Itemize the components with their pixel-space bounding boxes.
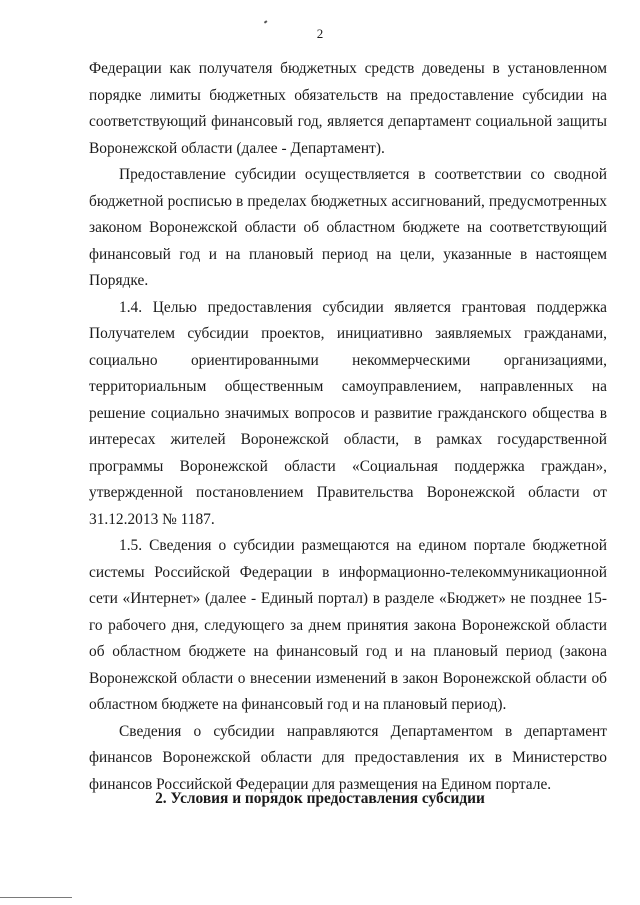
- paragraph-finance-department: Сведения о субсидии направляются Департаментом в департамент финансов Воронежской области для предоставления их в Министерство финансов Российской Федерации для размещения на Едином портале.: [89, 722, 607, 793]
- paragraph-1-4-purpose: 1.4. Целью предоставления субсидии является грантовая поддержка Получателем субсидии проектов, инициативно заявляемых гражданами, социально ориентированными некоммерческими организациями, территориальным общественным самоуправлением, направленных на решение социально значимых вопросов и развитие гражданского общества в интересах жителей Воронежской области, в рамках государственной программы Воронежской области «Социальная поддержка граждан», утвержденной постановлением Правительства Воронежской области от 31.12.2013 № 1187.: [89, 298, 607, 528]
- paragraph-budget-allocation: Предоставление субсидии осуществляется в соответствии со сводной бюджетной росписью в пределах бюджетных ассигнований, предусмотренных законом Воронежской области об областном бюджете на соответствующий финансовый год и на плановый период на цели, указанные в настоящем Порядке.: [89, 166, 607, 289]
- document-body: [89, 56, 607, 798]
- paragraph-1-5-publication: 1.5. Сведения о субсидии размещаются на едином портале бюджетной системы Российской Федерации в информационно-телекоммуникационной сети «Интернет» (далее - Единый портал) в разделе «Бюджет» не позднее 15-го рабочего дня, следующего за днем принятия закона Воронежской области об областном бюджете на финансовый год и на плановый период (закона Воронежской области о внесении изменений в закон Воронежской области об областном бюджете на финансовый год и на плановый период).: [89, 537, 607, 713]
- page-number: 2: [316, 26, 324, 41]
- scan-mark: [264, 20, 267, 23]
- footer-rule: [0, 897, 72, 898]
- paragraph-continuation: Федерации как получателя бюджетных средств доведены в установленном порядке лимиты бюджетных обязательств на предоставление субсидии на соответствующий финансовый год, является департамент социальной защиты Воронежской области (далее - Департамент).: [89, 60, 607, 157]
- section-heading: 2. Условия и порядок предоставления субсидии: [155, 790, 485, 807]
